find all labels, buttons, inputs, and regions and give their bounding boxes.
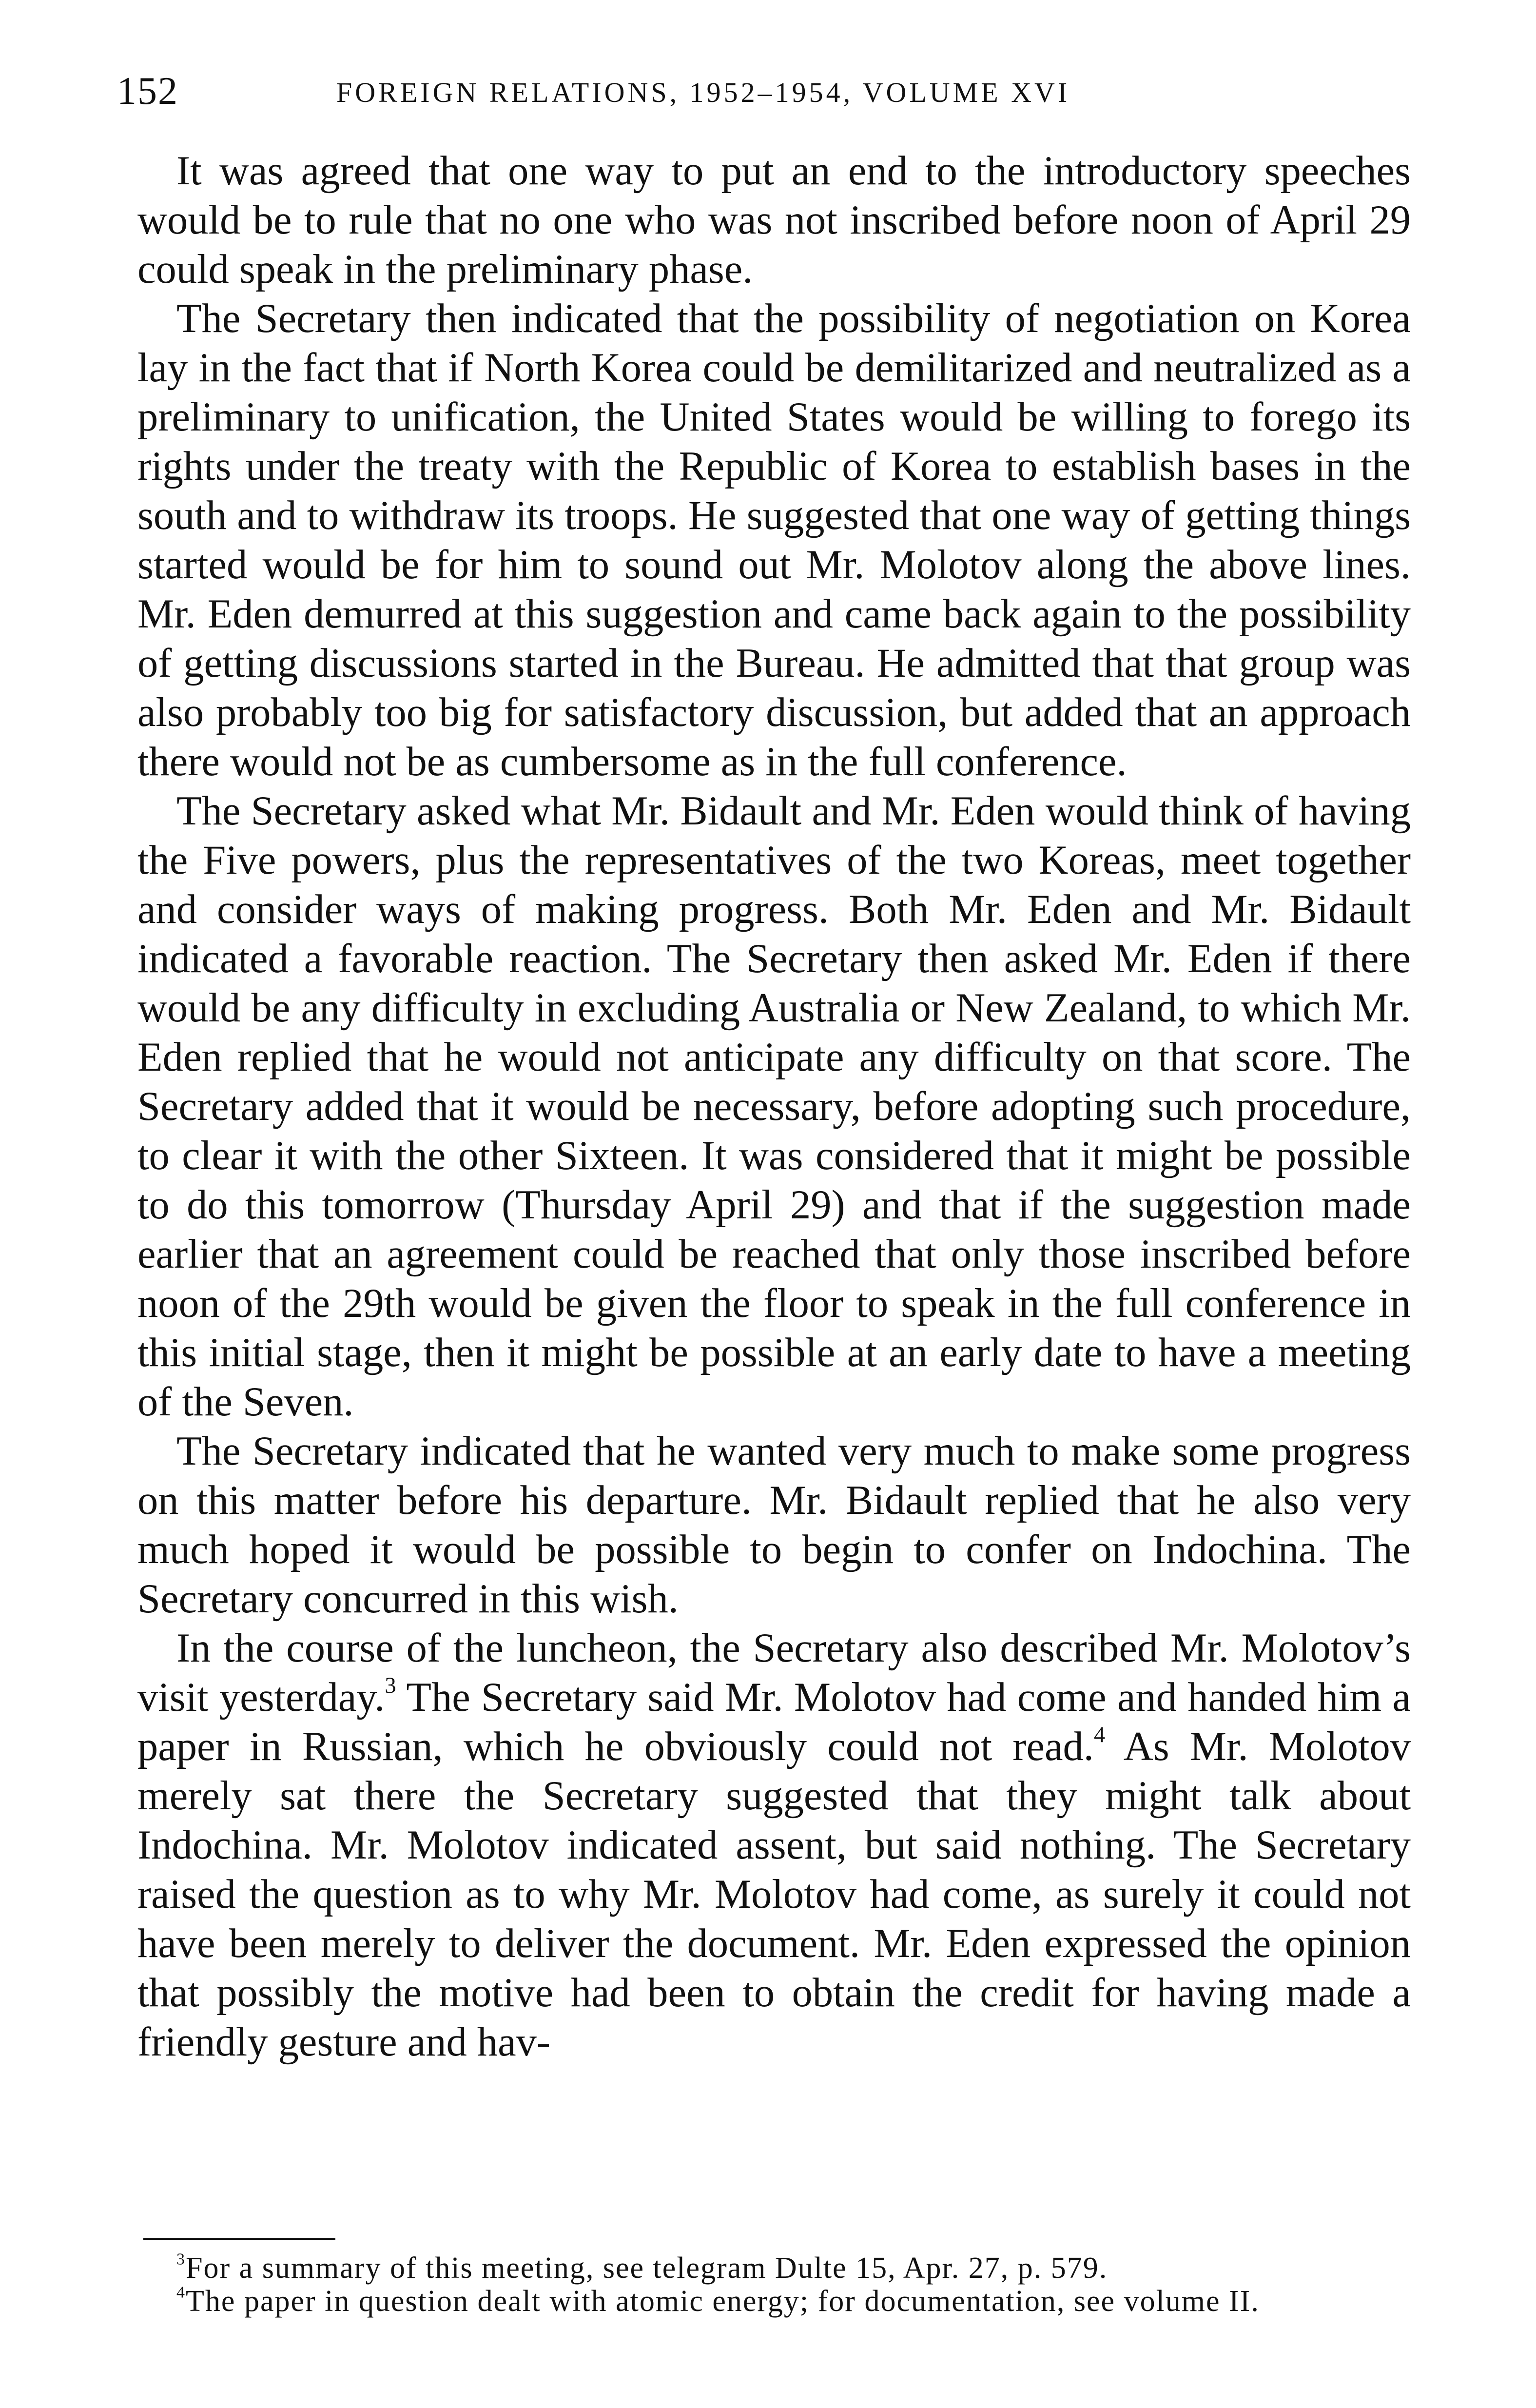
paragraph-text: In the course of the luncheon, the Secretary also described Mr. Molotov’s visit yesterday. [137,1625,1411,1720]
footnote-marker: 3 [176,2250,186,2269]
paragraph-text: The Secretary said Mr. Molotov had come and handed him a paper in Russian, which he obviously could not read. [137,1675,1411,1769]
paragraph: The Secretary asked what Mr. Bidault and Mr. Eden would think of having the Five powers, plus the representatives of the two Koreas, meet together and consider ways of making progress. Both Mr. Eden and Mr. Bidault indicated a favorable reaction. The Secretary then asked Mr. Eden if there would be any difficulty in excluding Australia or New Zealand, to which Mr. Eden replied that he would not anticipate any difficulty on that score. The Secretary added that it would be necessary, before adopting such procedure, to clear it with the other Sixteen. It was considered that it might be possible to do this tomorrow (Thursday April 29) and that if the suggestion made earlier that an agreement could be reached that only those inscribed before noon of the 29th would be given the floor to speak in the full conference in this initial stage, then it might be possible at an early date to have a meeting of the Seven. [137,788,1411,1425]
paragraph: It was agreed that one way to put an end to the introductory speeches would be to rule that no one who was not inscribed before noon of April 29 could speak in the preliminary phase. [137,148,1411,292]
footnote-divider [143,2238,335,2240]
running-title: FOREIGN RELATIONS, 1952–1954, VOLUME XVI [336,77,1070,108]
running-head [117,69,1423,128]
footnote-marker: 4 [176,2283,186,2302]
paragraph: The Secretary then indicated that the possibility of negotiation on Korea lay in the fact that if North Korea could be demilitarized and neutralized as a preliminary to unification, the United States would be willing to forego its rights under the treaty with the Republic of Korea to establish bases in the south and to withdraw its troops. He suggested that one way of getting things started would be for him to sound out Mr. Molotov along the above lines. Mr. Eden demurred at this suggestion and came back again to the possibility of getting discussions started in the Bureau. He admitted that that group was also probably too big for satisfactory discussion, but added that an approach there would not be as cumbersome as in the full conference. [137,296,1411,784]
footnote-reference: 4 [1093,1722,1106,1747]
paragraph-text: As Mr. Molotov merely sat there the Secretary suggested that they might talk about Indochina. Mr. Molotov indicated assent, but said nothing. The Secretary raised the question as to why Mr. Molotov had come, as surely it could not have been merely to deliver the document. Mr. Eden expressed the opinion that possibly the motive had been to obtain the credit for having made a friendly gesture and hav- [137,1724,1411,2065]
footnote-reference: 3 [385,1673,396,1698]
footnote-text: The paper in question dealt with atomic energy; for documentation, see volume II. [186,2285,1260,2318]
page-number: 152 [117,70,178,113]
footnote-text: For a summary of this meeting, see telegram Dulte 15, Apr. 27, p. 579. [186,2251,1108,2285]
footnotes [137,2251,1411,2318]
footnote [137,2285,1411,2318]
footnote [137,2251,1411,2285]
body-text [137,146,1411,2067]
paragraph: The Secretary indicated that he wanted very much to make some progress on this matter before his departure. Mr. Bidault replied that he also very much hoped it would be possible to begin to confer on Indochina. The Secretary concurred in this wish. [137,1429,1411,1622]
paragraph [137,1624,1411,2067]
